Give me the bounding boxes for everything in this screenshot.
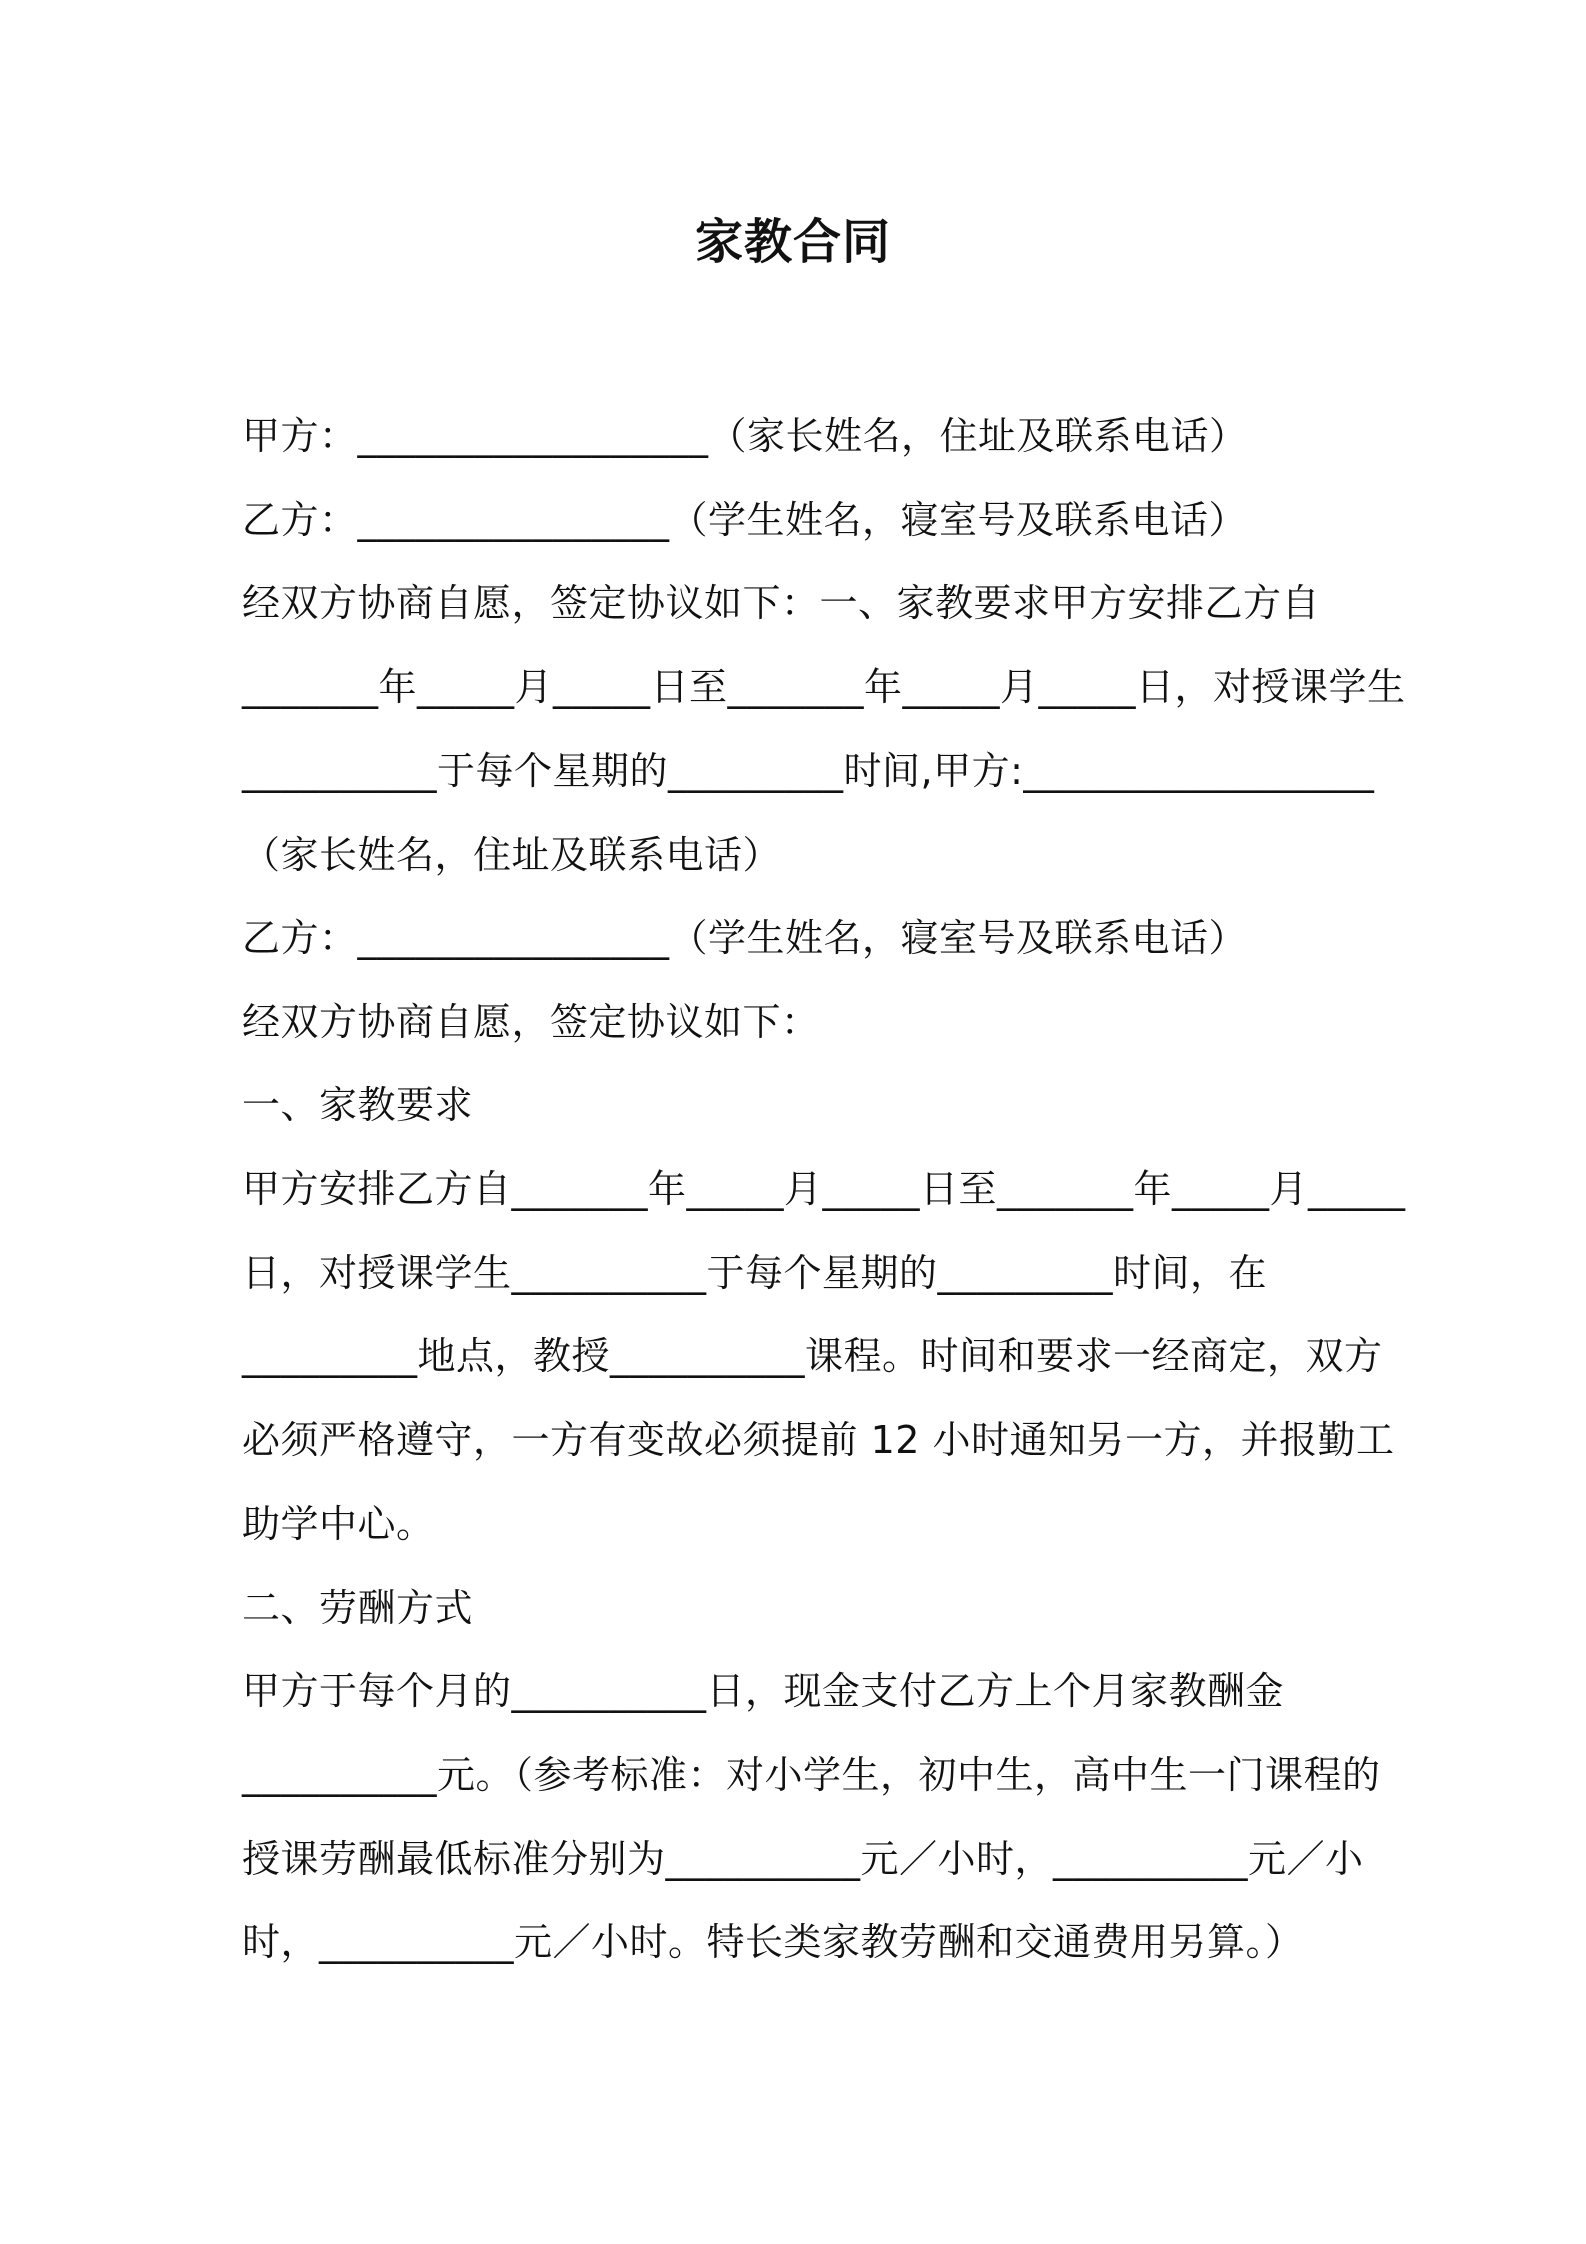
party-b-line: 乙方：________________（学生姓名，寝室号及联系电话） [242, 498, 1248, 542]
section-2-payment-line: 甲方于每个月的__________日，现金支付乙方上个月家教酬金 [242, 1669, 1285, 1713]
schedule-line: __________于每个星期的_________时间,甲方:__________________ [242, 749, 1375, 793]
section-2-amount-line: __________元。（参考标准：对小学生，初中生，高中生一门课程的 [242, 1753, 1381, 1797]
section-2-extra-line: 时，__________元／小时。特长类家教劳酬和交通费用另算。） [242, 1920, 1304, 1964]
party-b-line-repeat: 乙方：________________（学生姓名，寝室号及联系电话） [242, 916, 1248, 960]
document-title: 家教合同 [694, 214, 891, 270]
agreement-intro-line: 经双方协商自愿，签定协议如下：一、家教要求甲方安排乙方自 [242, 581, 1321, 625]
party-a-note-line: （家长姓名，住址及联系电话） [242, 833, 782, 877]
agreement-intro-line-repeat: 经双方协商自愿，签定协议如下： [242, 1000, 820, 1044]
section-1-notice-line: 必须严格遵守，一方有变故必须提前 12 小时通知另一方，并报勤工 [242, 1418, 1395, 1462]
section-2-heading: 二、劳酬方式 [242, 1586, 474, 1630]
section-1-dates-line: 甲方安排乙方自_______年_____月_____日至_______年_____月_____ [242, 1167, 1406, 1211]
party-a-line: 甲方：__________________（家长姓名，住址及联系电话） [242, 414, 1248, 458]
date-range-line: _______年_____月_____日至_______年_____月_____日，对授课学生 [242, 665, 1406, 709]
section-1-schedule-line: 日，对授课学生__________于每个星期的_________时间，在 [242, 1251, 1268, 1295]
section-1-heading: 一、家教要求 [242, 1083, 474, 1127]
section-1-center-line: 助学中心。 [242, 1502, 435, 1546]
section-1-location-line: _________地点，教授__________课程。时间和要求一经商定，双方 [242, 1334, 1383, 1378]
section-2-rates-line: 授课劳酬最低标准分别为__________元／小时，__________元／小 [242, 1837, 1364, 1881]
